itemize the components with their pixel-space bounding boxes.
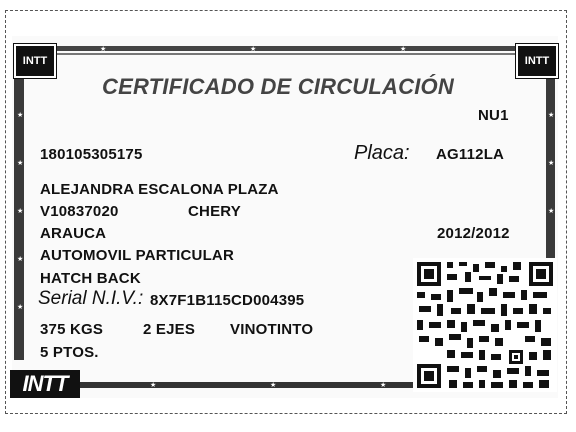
intt-logo: INTT <box>10 370 80 398</box>
star-icon: ★ <box>380 382 387 389</box>
state: ARAUCA <box>40 225 107 242</box>
star-icon: ★ <box>17 256 24 263</box>
star-icon: ★ <box>100 46 107 53</box>
vehicle-axles: 2 EJES <box>143 321 196 338</box>
top-decorative-band-thin <box>16 53 554 55</box>
star-icon: ★ <box>17 112 24 119</box>
star-icon: ★ <box>400 46 407 53</box>
intt-badge-right: INTT <box>516 44 558 78</box>
plate-value: AG112LA <box>436 146 505 163</box>
certificate-title: CERTIFICADO DE CIRCULACIÓN <box>102 74 454 99</box>
owner-name: ALEJANDRA ESCALONA PLAZA <box>40 181 279 198</box>
vehicle-color: VINOTINTO <box>230 321 314 338</box>
owner-id: V10837020 <box>40 203 119 220</box>
star-icon: ★ <box>270 382 277 389</box>
vehicle-year: 2012/2012 <box>437 225 510 242</box>
vehicle-weight: 375 KGS <box>40 321 104 338</box>
vehicle-seats: 5 PTOS. <box>40 344 99 361</box>
intt-badge-left: INTT <box>14 44 56 78</box>
vehicle-use: AUTOMOVIL PARTICULAR <box>40 247 234 264</box>
star-icon: ★ <box>548 112 555 119</box>
vehicle-brand: CHERY <box>188 203 241 220</box>
star-icon: ★ <box>17 208 24 215</box>
star-icon: ★ <box>150 382 157 389</box>
serial-value: 8X7F1B115CD004395 <box>150 292 305 309</box>
plate-label: Placa: <box>354 142 410 164</box>
star-icon: ★ <box>548 208 555 215</box>
star-icon: ★ <box>17 160 24 167</box>
top-decorative-band <box>16 46 554 51</box>
code-value: NU1 <box>478 107 509 124</box>
body-type: HATCH BACK <box>40 270 141 287</box>
star-icon: ★ <box>17 304 24 311</box>
star-icon: ★ <box>548 160 555 167</box>
serial-label: Serial N.I.V.: <box>38 288 144 309</box>
qr-code <box>413 258 557 392</box>
certificate-number: 180105305175 <box>40 146 143 163</box>
star-icon: ★ <box>250 46 257 53</box>
